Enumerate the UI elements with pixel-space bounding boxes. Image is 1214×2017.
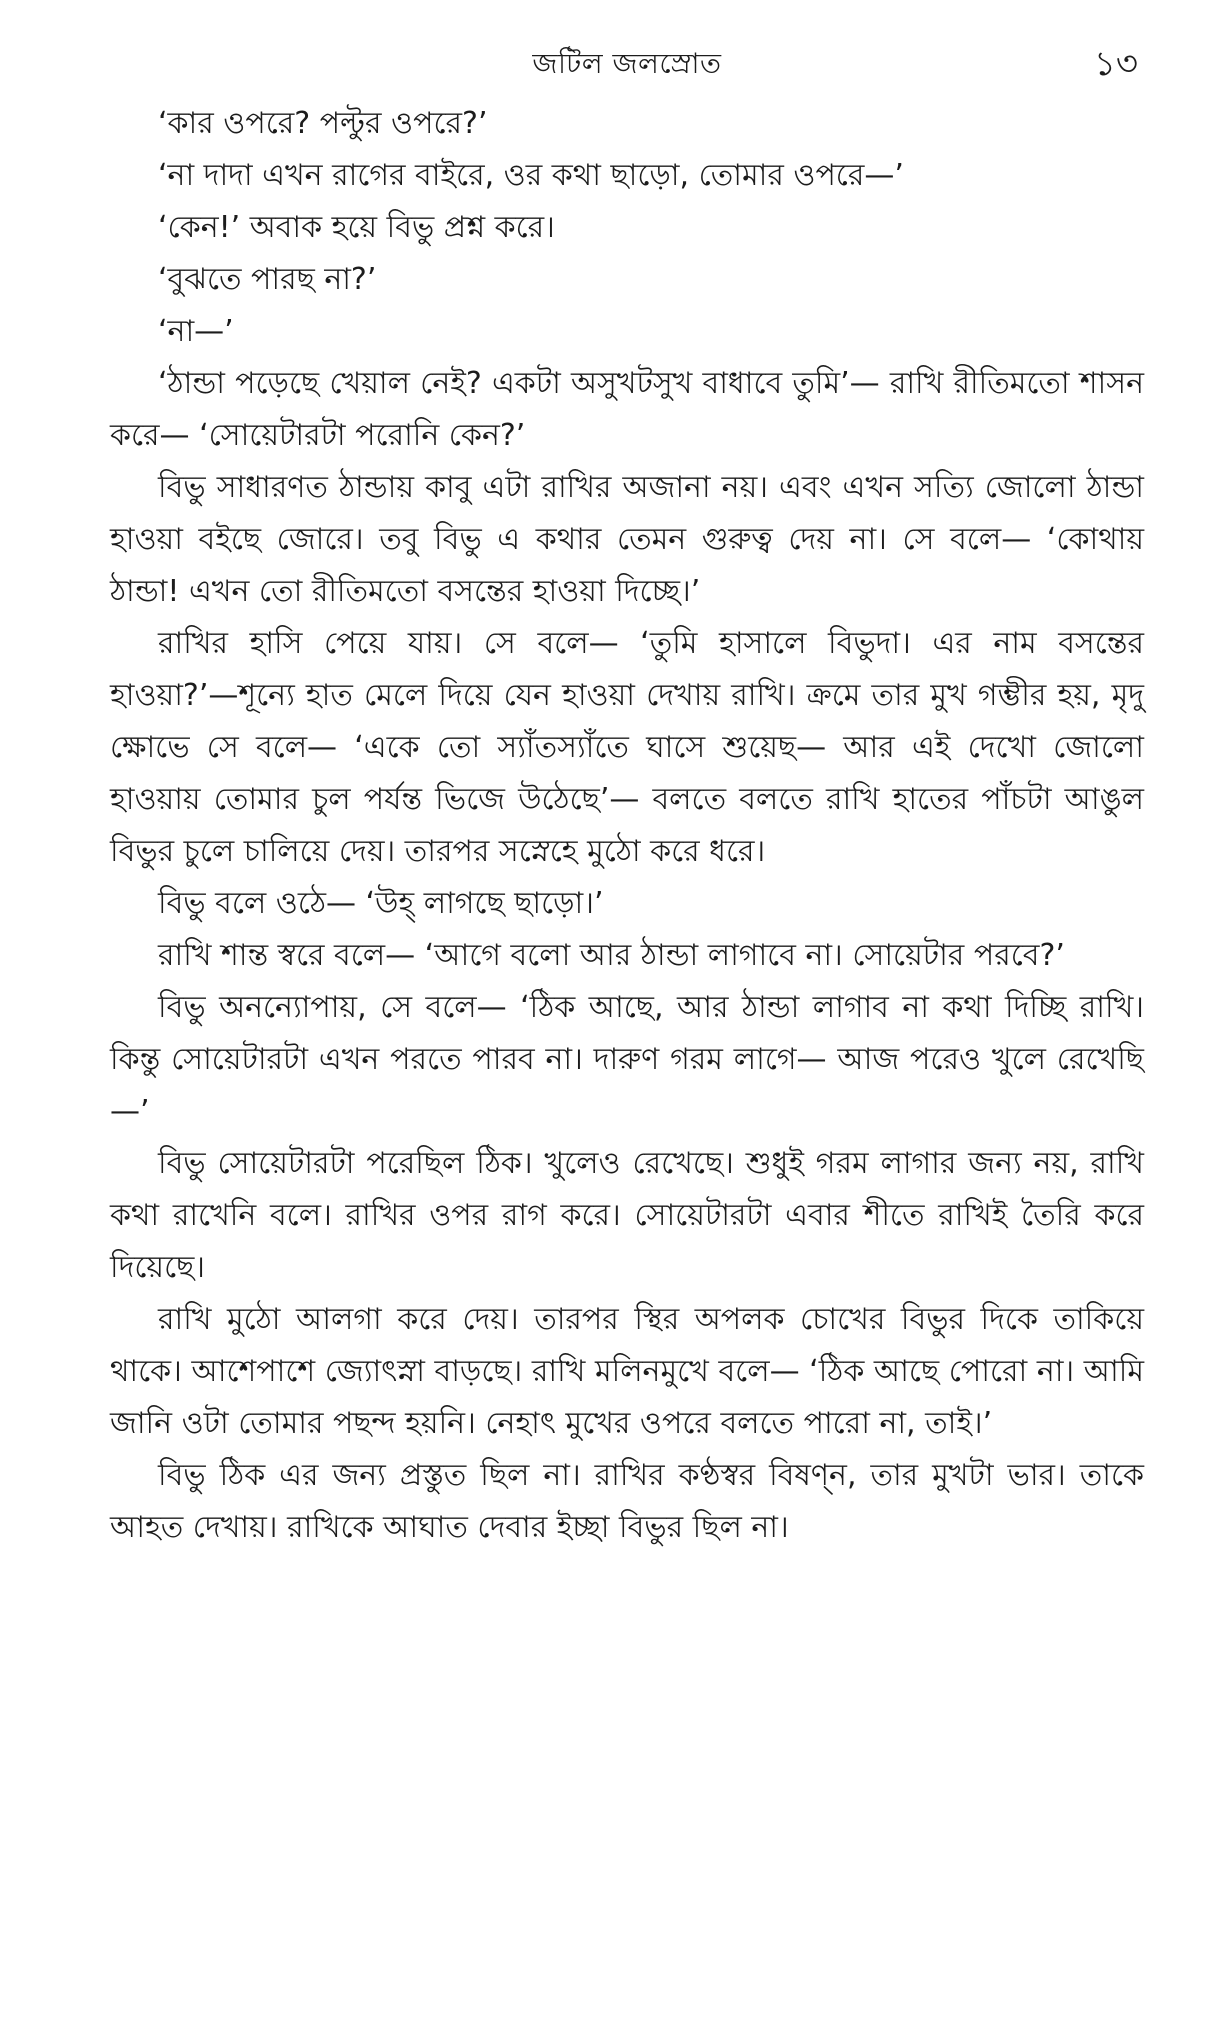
- paragraph: ‘বুঝতে পারছ না?’: [158, 262, 377, 297]
- paragraph: বিভু বলে ওঠে— ‘উহ্ লাগছে ছাড়ো।’: [158, 886, 604, 921]
- paragraph: ‘ঠান্ডা পড়েছে খেয়াল নেই? একটা অসুখটসুখ বাধাবে তুমি’— রাখি রীতিমতো শাসন করে— ‘সোয়েটারটা পরোনি কেন?’: [110, 366, 1144, 453]
- page-header: [110, 36, 1144, 84]
- paragraph: ‘না দাদা এখন রাগের বাইরে, ওর কথা ছাড়ো, তোমার ওপরে—’: [158, 158, 904, 193]
- paragraph: বিভু সাধারণত ঠান্ডায় কাবু এটা রাখির অজানা নয়। এবং এখন সত্যি জোলো ঠান্ডা হাওয়া বইছে জোরে। তবু বিভু এ কথার তেমন গুরুত্ব দেয় না। সে বলে— ‘কোথায় ঠান্ডা! এখন তো রীতিমতো বসন্তের হাওয়া দিচ্ছে।’: [110, 470, 1144, 609]
- paragraph: ‘না—’: [158, 314, 234, 349]
- paragraph: বিভু ঠিক এর জন্য প্রস্তুত ছিল না। রাখির কণ্ঠস্বর বিষণ্ন, তার মুখটা ভার। তাকে আহত দেখায়। রাখিকে আঘাত দেবার ইচ্ছা বিভুর ছিল না।: [110, 1458, 1144, 1545]
- paragraph: বিভু সোয়েটারটা পরেছিল ঠিক। খুলেও রেখেছে। শুধুই গরম লাগার জন্য নয়, রাখি কথা রাখেনি বলে। রাখির ওপর রাগ করে। সোয়েটারটা এবার শীতে রাখিই তৈরি করে দিয়েছে।: [110, 1146, 1144, 1285]
- paragraph: রাখি শান্ত স্বরে বলে— ‘আগে বলো আর ঠান্ডা লাগাবে না। সোয়েটার পরবে?’: [158, 938, 1065, 973]
- paragraph: রাখির হাসি পেয়ে যায়। সে বলে— ‘তুমি হাসালে বিভুদা। এর নাম বসন্তের হাওয়া?’—শূন্যে হাত মেলে দিয়ে যেন হাওয়া দেখায় রাখি। ক্রমে তার মুখ গম্ভীর হয়, মৃদু ক্ষোভে সে বলে— ‘একে তো স্যাঁতস্যাঁতে ঘাসে শুয়েছ— আর এই দেখো জোলো হাওয়ায় তোমার চুল পর্যন্ত ভিজে উঠেছে’— বলতে বলতে রাখি হাতের পাঁচটা আঙুল বিভুর চুলে চালিয়ে দেয়। তারপর সস্নেহে মুঠো করে ধরে।: [110, 626, 1144, 869]
- running-title: জটিল জলস্রোত: [532, 47, 722, 80]
- paragraph: ‘কেন!’ অবাক হয়ে বিভু প্রশ্ন করে।: [158, 210, 555, 245]
- paragraph: বিভু অনন্যোপায়, সে বলে— ‘ঠিক আছে, আর ঠান্ডা লাগাব না কথা দিচ্ছি রাখি। কিন্তু সোয়েটারটা এখন পরতে পারব না। দারুণ গরম লাগে— আজ পরেও খুলে রেখেছি—’: [110, 990, 1144, 1129]
- paragraph: ‘কার ওপরে? পল্টুর ওপরে?’: [158, 106, 488, 141]
- paragraph: রাখি মুঠো আলগা করে দেয়। তারপর স্থির অপলক চোখের বিভুর দিকে তাকিয়ে থাকে। আশেপাশে জ্যোৎস্না বাড়ছে। রাখি মলিনমুখে বলে— ‘ঠিক আছে পোরো না। আমি জানি ওটা তোমার পছন্দ হয়নি। নেহাৎ মুখের ওপরে বলতে পারো না, তাই।’: [110, 1302, 1144, 1441]
- page-number: ১৩: [1093, 44, 1138, 84]
- body-text: [110, 98, 1144, 1554]
